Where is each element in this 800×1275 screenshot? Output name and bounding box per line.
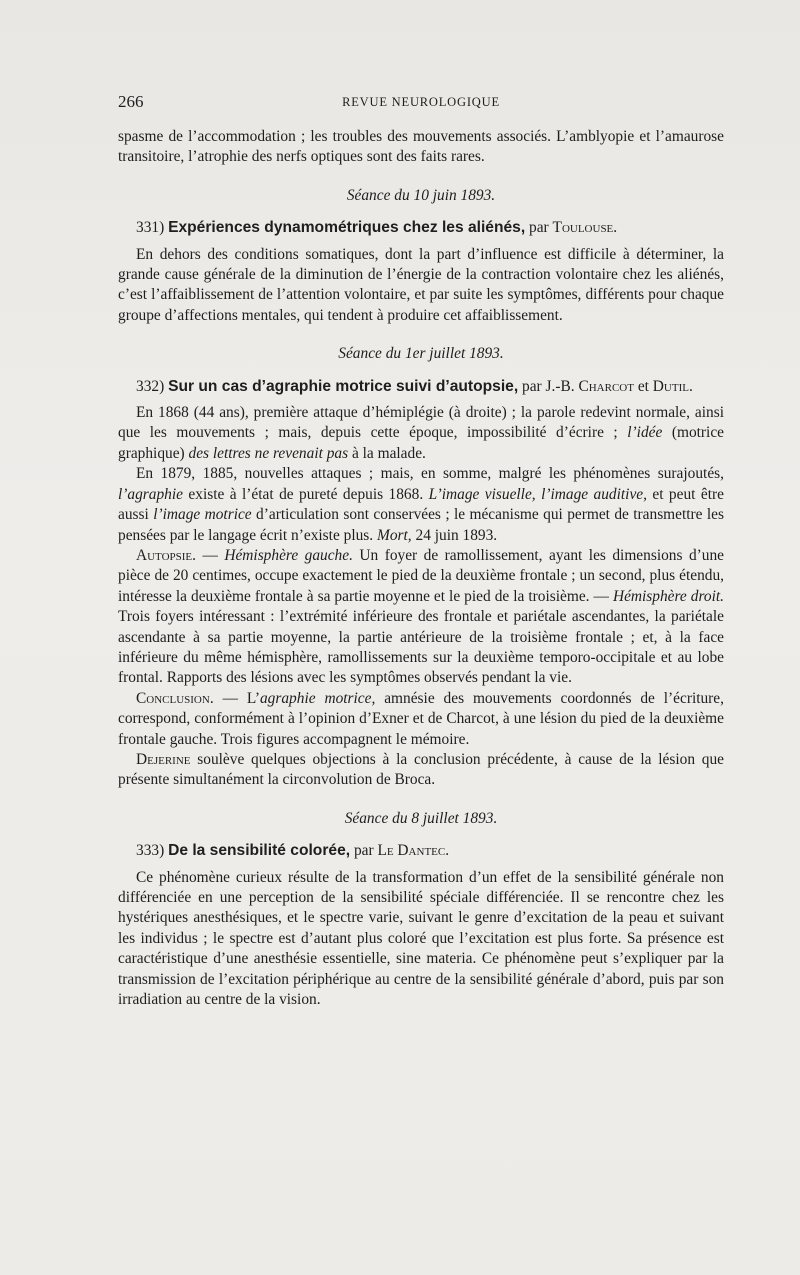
text-run-italic: Hémisphère droit. — [612, 587, 724, 605]
running-title: REVUE NEUROLOGIQUE — [342, 95, 500, 109]
session-heading-2: Séance du 1er juillet 1893. — [338, 345, 504, 363]
label-conclusion: Conclusion. — [136, 689, 214, 707]
article-author: Toulouse. — [552, 219, 618, 237]
article-number: 332) — [136, 377, 165, 395]
article-number: 331) — [136, 219, 165, 237]
text-run: — L’ — [222, 689, 260, 707]
page-number: 266 — [118, 92, 144, 111]
text-run: soulève quelques objections à la conclusion précédente, à cause de la lésion que présente simultanément la circonvolution de Broca. — [118, 750, 724, 789]
article-number: 333) — [136, 842, 165, 860]
article-author: Le Dantec. — [377, 842, 450, 860]
page-header — [118, 92, 724, 116]
text-run-italic: Hémisphère gauche. — [224, 546, 353, 564]
paragraph-332-1 — [118, 403, 724, 464]
session-heading-3: Séance du 8 juillet 1893. — [344, 809, 498, 827]
session-heading-1: Séance du 10 juin 1893. — [346, 186, 496, 204]
paragraph-332-autopsy — [118, 546, 724, 689]
paragraph-332-conclusion — [118, 689, 724, 750]
by-text: par — [529, 219, 549, 237]
text-run: existe à l’état de pureté depuis 1868. — [188, 485, 424, 503]
article-title-333 — [118, 841, 724, 861]
text-run-italic: Mort, — [377, 526, 412, 544]
intro-paragraph: spasme de l’accommodation ; les troubles des mouvements associés. L’amblyopie et l’amaurose transitoire, l’atrophie des nerfs optiques sont des faits rares. — [118, 128, 724, 166]
text-run: — — [202, 546, 218, 564]
text-run: (motrice graphique) — [118, 424, 724, 462]
paragraph-332-2 — [118, 464, 724, 546]
text-run-italic: des lettres ne revenait pas — [188, 444, 349, 462]
paragraph-332-dejerine — [118, 750, 724, 791]
article-title-331 — [118, 218, 724, 238]
page-content — [118, 127, 724, 1010]
label-autopsy: Autopsie. — [136, 546, 196, 564]
article-title-text: Sur un cas d’agraphie motrice suivi d’autopsie, — [168, 377, 519, 395]
text-run: d’articulation sont conservées ; le mécanisme qui permet de transmettre les pensées par le langage écrit n’existe plus. — [118, 506, 724, 544]
text-run: 24 juin 1893. — [415, 526, 498, 544]
text-run: En 1868 (44 ans), première attaque d’hémiplégie (à droite) ; la parole redevint normale, ainsi que les mouvements ; mais, depuis cette époque, impossibilité d’écrire ; — [118, 404, 724, 442]
text-run-italic: agraphie motrice, — [259, 689, 376, 707]
by-text: par — [353, 842, 374, 860]
text-run-italic: l’idée — [627, 424, 663, 442]
name-dejerine: Dejerine — [136, 750, 191, 768]
text-run: En 1879, 1885, nouvelles attaques ; mais, en somme, malgré les phénomènes surajoutés, — [136, 465, 724, 483]
text-run: Un foyer de ramollissement, ayant les dimensions d’une pièce de 20 centimes, occupe exactement le pied de la deuxième frontale ; un second, plus étendu, intéresse la deuxième frontale à sa partie moyenne et le pied de la troisième. — — [118, 546, 724, 605]
article-title-332 — [118, 377, 724, 397]
by-text: par J.-B. — [522, 377, 575, 395]
text-run: et peut être aussi — [118, 485, 724, 524]
text-run-italic: l’agraphie — [118, 485, 183, 503]
text-run-italic: l’image auditive, — [541, 485, 647, 503]
paragraph-333-1: Ce phénomène curieux résulte de la transformation d’un effet de la sensibilité générale non différenciée en une perception de la sensibilité spéciale différenciée. Il se rencontre chez les hystériques anesthésiques, et le spectre varie, suivant le genre d’excitation de la peau et suivant les individus ; le spectre est d’autant plus coloré que l’excitation est plus forte. Sa présence est caractéristique d’une anesthésie essentielle, sine materia. Ce phénomène peut s’expliquer par la transmission de l’excitation périphérique au centre de la sensibilité générale d’abord, puis par son irradiation au centre de la vision. — [118, 868, 724, 1009]
text-run: Trois foyers intéressant : l’extrémité inférieure des frontale et pariétale ascendantes, la pariétale ascendante à sa partie moyenne, la partie antérieure de la troisième frontale ; et, à la face inférieure du même hémisphère, ramollissements sur la deuxième temporo-occipitale et au lobe frontal. Rapports des lésions avec les symptômes observés pendant la vie. — [118, 608, 724, 687]
article-title-text: Expériences dynamométriques chez les aliénés, — [168, 219, 526, 237]
text-run-italic: l’image motrice — [153, 506, 252, 524]
and-text: et — [637, 377, 649, 395]
article-coauthor: Dutil. — [652, 377, 693, 395]
text-run: amnésie des mouvements coordonnés de l’écriture, correspond, conformément à l’opinion d’Exner et de Charcot, à une lésion du pied de la deuxième frontale gauche. Trois figures accompagnent le mémoire. — [118, 689, 724, 748]
paragraph-331-1: En dehors des conditions somatiques, dont la part d’influence est difficile à déterminer, la grande cause générale de la diminution de l’énergie de la contraction volontaire chez les aliénés, c’est l’affaiblissement de l’attention volontaire, et par suite les symptômes, différents pour chaque groupe d’affections mentales, qui tendent à produire cet affaiblissement. — [118, 245, 724, 324]
article-title-text: De la sensibilité colorée, — [168, 842, 351, 860]
text-run: à la malade. — [351, 444, 426, 462]
article-author: Charcot — [578, 377, 634, 395]
text-run-italic: L’image visuelle, — [428, 485, 536, 503]
